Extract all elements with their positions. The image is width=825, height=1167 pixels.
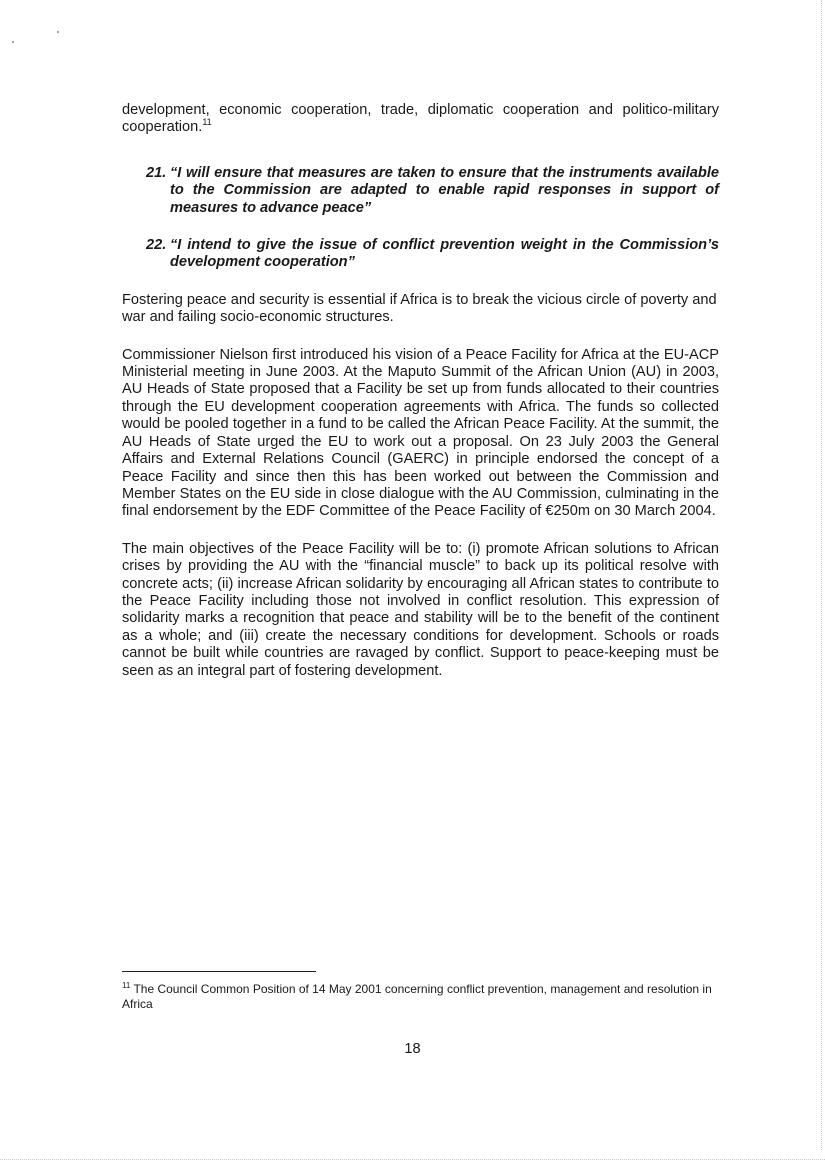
page-number: 18 (404, 1041, 421, 1057)
commitment-item (122, 237, 719, 272)
body-paragraph: Commissioner Nielson first introduced his vision of a Peace Facility for Africa at the EU-ACP Ministerial meeting in June 2003. At the Maputo Summit of the African Union (AU) in 2003, AU Heads of State proposed that a Facility be set up from funds allocated to their countries through the EU development cooperation agreements with Africa. The funds so collected would be pooled together in a fund to be called the African Peace Facility. At the summit, the AU Heads of State urged the EU to work out a proposal. On 23 July 2003 the General Affairs and External Relations Council (GAERC) in principle endorsed the concept of a Peace Facility and since then this has been worked out between the Commission and Member States on the EU side in close dialogue with the AU Commission, culminating in the final endorsement by the EDF Committee of the Peace Facility of €250m on 30 March 2004. (122, 346, 719, 520)
commitment-text: “I will ensure that measures are taken to ensure that the instruments available to the Commission are adapted to enable rapid responses in support of measures to advance peace” (170, 164, 719, 216)
scan-edge-right (820, 0, 822, 1150)
intro-paragraph (122, 102, 719, 137)
scan-speck (12, 41, 14, 43)
footnote-divider (122, 971, 316, 972)
scan-edge-bottom (0, 1159, 825, 1161)
commitment-text: “I intend to give the issue of conflict prevention weight in the Commission’s development cooperation” (170, 237, 719, 271)
footnote-number: 11 (122, 981, 131, 990)
main-text (122, 102, 719, 680)
footnote-text: The Council Common Position of 14 May 2001 concerning conflict prevention, management and resolution in Africa (122, 982, 712, 1011)
intro-paragraph-text: development, economic cooperation, trade, diplomatic cooperation and politico-military cooperation. (122, 102, 719, 136)
body-paragraph: The main objectives of the Peace Facility will be to: (i) promote African solutions to African crises by providing the AU with the “financial muscle” to back up its political resolve with concrete acts; (ii) increase African solidarity by encouraging all African states to contribute to the Peace Facility including those not involved in conflict resolution. This expression of solidarity marks a recognition that peace and stability will be to the benefit of the continent as a whole; and (iii) create the necessary conditions for development. Schools or roads cannot be built while countries are ravaged by conflict. Support to peace-keeping must be seen as an integral part of fostering development. (122, 540, 719, 679)
commitment-number: 21. (146, 164, 167, 181)
commitment-number: 22. (146, 237, 167, 254)
body-paragraph: Fostering peace and security is essential if Africa is to break the vicious circle of poverty and war and failing socio-economic structures. (122, 291, 717, 326)
footnote (122, 982, 722, 1012)
footnote-reference: 11 (202, 117, 212, 128)
scan-speck (57, 31, 59, 33)
commitment-list (122, 165, 719, 272)
commitment-item (122, 165, 719, 217)
